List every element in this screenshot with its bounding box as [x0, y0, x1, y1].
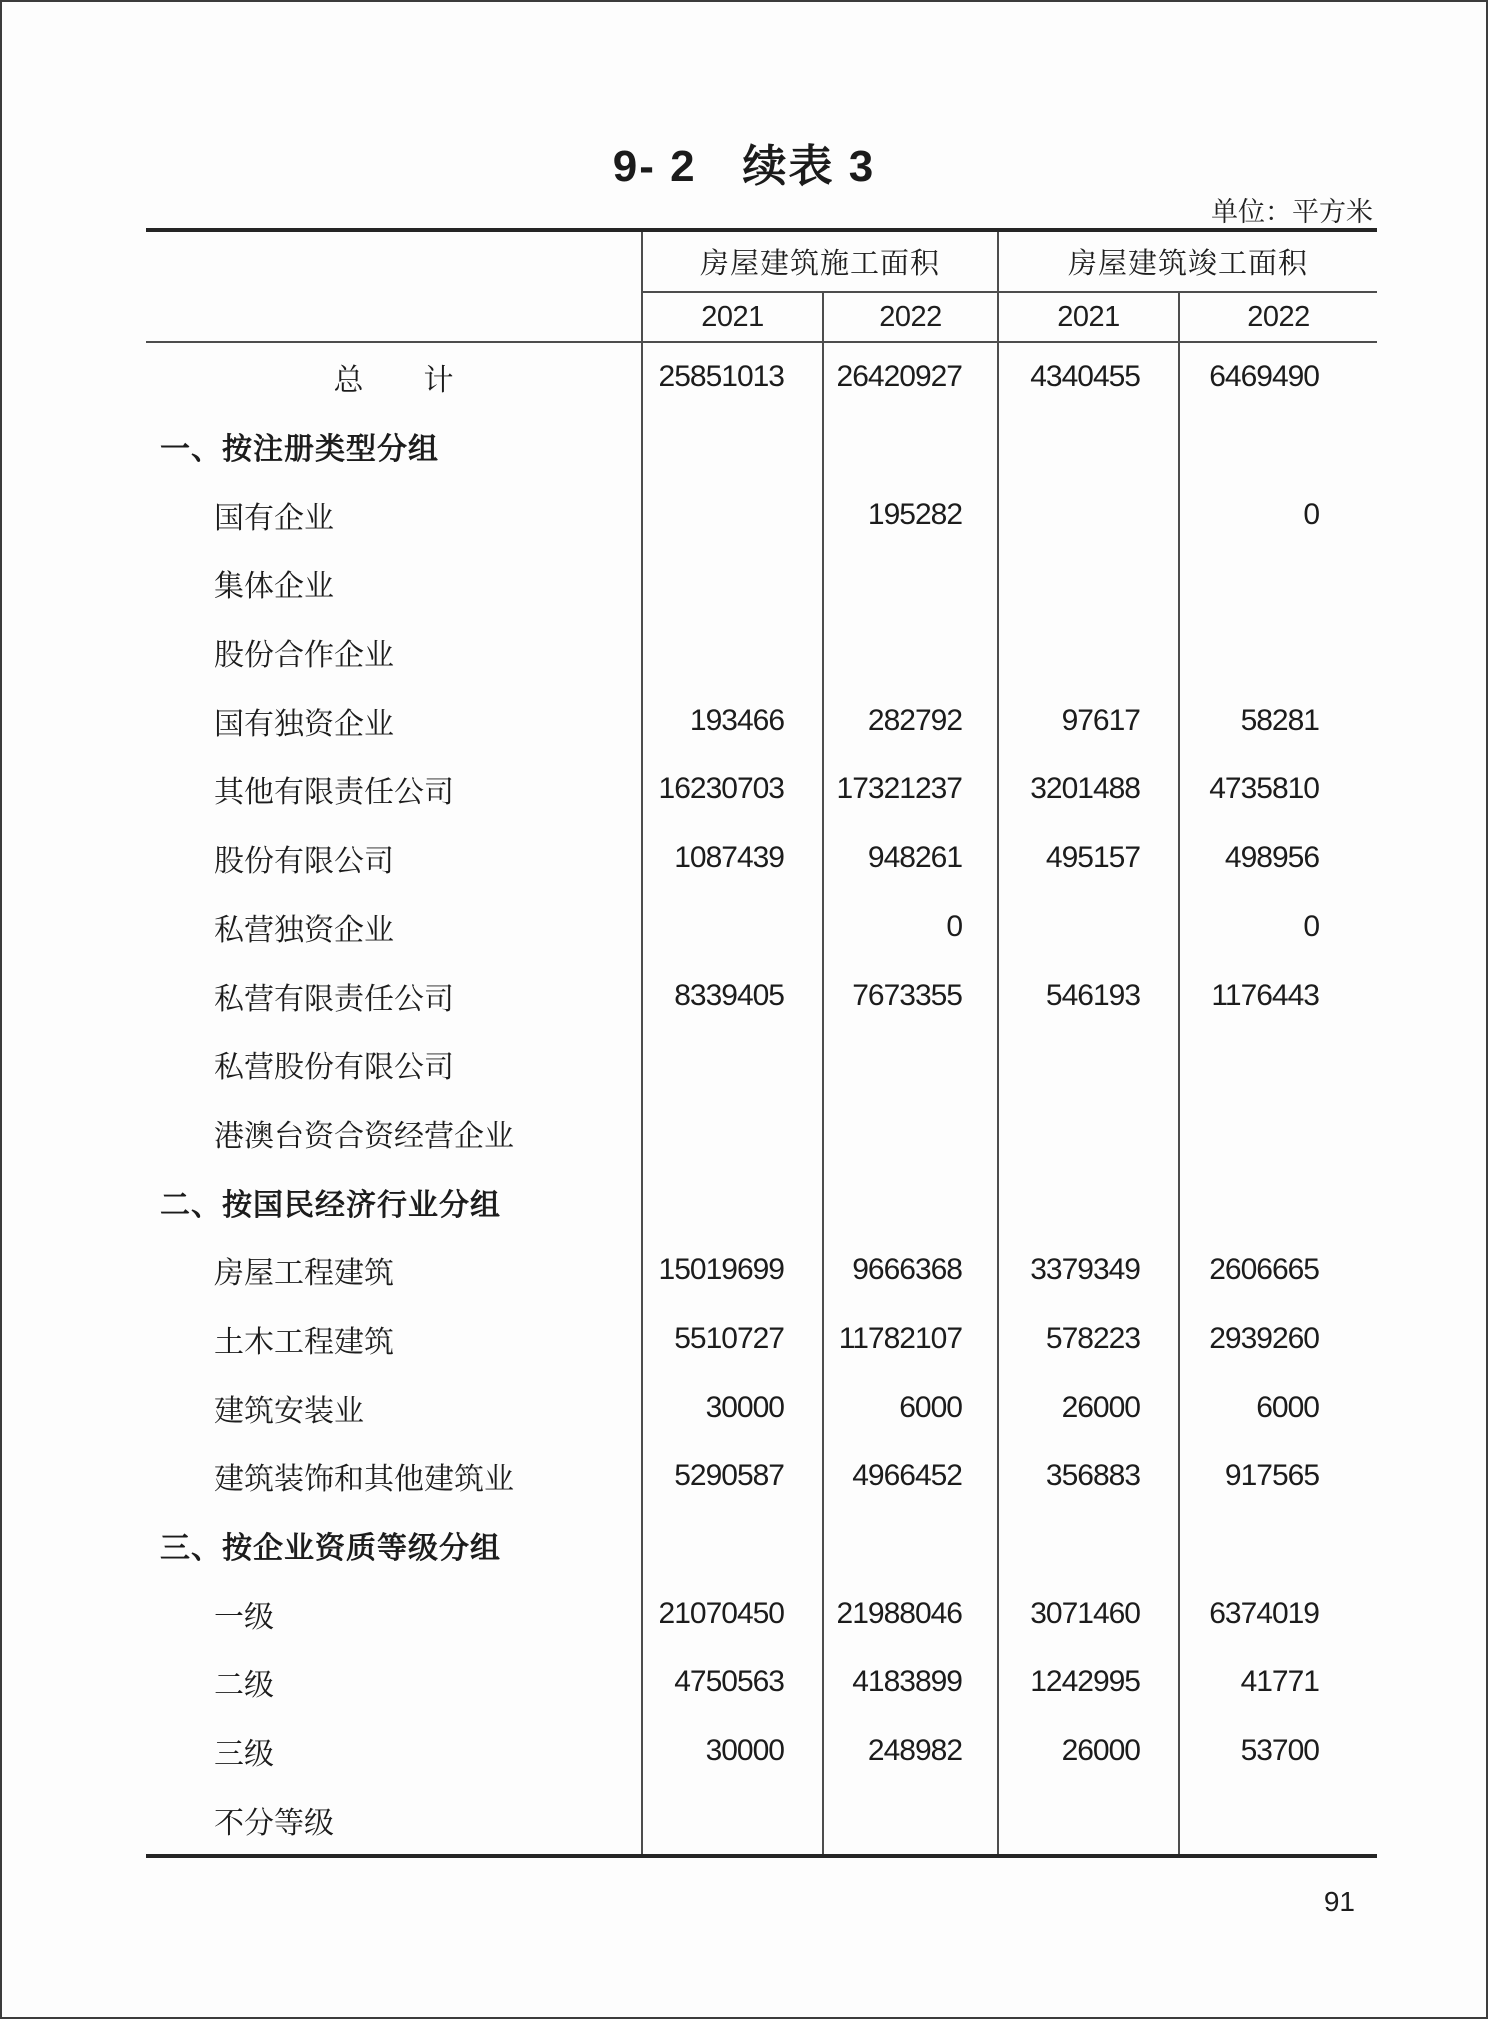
table-row: [146, 412, 1377, 481]
table-row: [146, 1305, 1377, 1374]
value-cell: [641, 1030, 822, 1099]
value-cell: [997, 893, 1178, 962]
value-cell: [822, 618, 997, 687]
table-row: [146, 1442, 1377, 1511]
value-cell: 917565: [1178, 1442, 1377, 1511]
value-cell: [641, 1099, 822, 1168]
year-header-completed-2022: 2022: [1178, 293, 1377, 341]
value-cell: [1178, 618, 1377, 687]
value-cell: 3201488: [997, 755, 1178, 824]
value-cell: [822, 1099, 997, 1168]
value-cell: [641, 480, 822, 549]
page-title: 9- 2 续表 3: [612, 142, 876, 191]
value-cell: [641, 549, 822, 618]
year-header-construction-2021: 2021: [641, 293, 822, 341]
value-cell: [1178, 1099, 1377, 1168]
value-cell: 4340455: [997, 343, 1178, 412]
year-header-construction-2022: 2022: [822, 293, 997, 341]
value-cell: 30000: [641, 1717, 822, 1786]
value-cell: 21070450: [641, 1579, 822, 1648]
header-blank-cell: [146, 232, 641, 293]
stats-table: [146, 228, 1377, 1858]
value-cell: 26000: [997, 1373, 1178, 1442]
value-cell: 195282: [822, 480, 997, 549]
table-header-year-row: [146, 293, 1377, 343]
table-row: [146, 1785, 1377, 1854]
value-cell: 21988046: [822, 1579, 997, 1648]
value-cell: 4183899: [822, 1648, 997, 1717]
value-cell: 498956: [1178, 824, 1377, 893]
value-cell: [822, 549, 997, 618]
value-cell: [1178, 549, 1377, 618]
row-label: 集体企业: [214, 570, 334, 604]
value-cell: [1178, 1030, 1377, 1099]
row-label: 一、按注册类型分组: [160, 433, 439, 467]
value-cell: 495157: [997, 824, 1178, 893]
row-label: 一级: [214, 1600, 274, 1634]
table-row: [146, 549, 1377, 618]
value-cell: 53700: [1178, 1717, 1377, 1786]
table-row: [146, 618, 1377, 687]
value-cell: 4750563: [641, 1648, 822, 1717]
table-body: [146, 343, 1377, 1854]
value-cell: [822, 1785, 997, 1854]
value-cell: [1178, 412, 1377, 481]
column-group-floor-space-completed: 房屋建筑竣工面积: [997, 232, 1377, 293]
table-row: [146, 961, 1377, 1030]
value-cell: 546193: [997, 961, 1178, 1030]
column-group-floor-space-under-construction: 房屋建筑施工面积: [641, 232, 997, 293]
value-cell: 0: [822, 893, 997, 962]
row-label: 房屋工程建筑: [214, 1257, 394, 1291]
row-label: 私营股份有限公司: [214, 1051, 454, 1085]
table-row: [146, 1099, 1377, 1168]
value-cell: 2939260: [1178, 1305, 1377, 1374]
value-cell: 9666368: [822, 1236, 997, 1305]
value-cell: 0: [1178, 480, 1377, 549]
value-cell: [641, 1785, 822, 1854]
value-cell: 30000: [641, 1373, 822, 1442]
value-cell: 5290587: [641, 1442, 822, 1511]
table-row: [146, 1717, 1377, 1786]
value-cell: 356883: [997, 1442, 1178, 1511]
value-cell: 4735810: [1178, 755, 1377, 824]
table-row: [146, 1030, 1377, 1099]
row-label: 土木工程建筑: [214, 1325, 394, 1359]
value-cell: 948261: [822, 824, 997, 893]
value-cell: 1087439: [641, 824, 822, 893]
value-cell: [641, 1167, 822, 1236]
value-cell: [822, 1030, 997, 1099]
table-row: [146, 480, 1377, 549]
value-cell: [997, 549, 1178, 618]
value-cell: [997, 1511, 1178, 1580]
value-cell: 1242995: [997, 1648, 1178, 1717]
value-cell: [641, 412, 822, 481]
table-row: [146, 1648, 1377, 1717]
value-cell: 25851013: [641, 343, 822, 412]
row-label: 三级: [214, 1738, 274, 1772]
table-row: [146, 1167, 1377, 1236]
row-label: 二级: [214, 1669, 274, 1703]
row-label: 三、按企业资质等级分组: [160, 1532, 501, 1566]
row-label: 建筑安装业: [214, 1394, 364, 1428]
value-cell: [1178, 1167, 1377, 1236]
row-label: 二、按国民经济行业分组: [160, 1188, 501, 1222]
value-cell: [997, 480, 1178, 549]
value-cell: 26000: [997, 1717, 1178, 1786]
value-cell: [997, 412, 1178, 481]
table-row: [146, 755, 1377, 824]
value-cell: 3379349: [997, 1236, 1178, 1305]
value-cell: 282792: [822, 686, 997, 755]
value-cell: [997, 1785, 1178, 1854]
table-row: [146, 1236, 1377, 1305]
value-cell: [641, 618, 822, 687]
value-cell: 193466: [641, 686, 822, 755]
row-label: 港澳台资合资经营企业: [214, 1119, 514, 1153]
value-cell: 1176443: [1178, 961, 1377, 1030]
table-row: [146, 1373, 1377, 1442]
row-label: 国有企业: [214, 501, 334, 535]
value-cell: 6000: [1178, 1373, 1377, 1442]
value-cell: 16230703: [641, 755, 822, 824]
row-label: 私营有限责任公司: [214, 982, 454, 1016]
value-cell: 7673355: [822, 961, 997, 1030]
value-cell: [822, 1511, 997, 1580]
value-cell: [997, 1167, 1178, 1236]
value-cell: 5510727: [641, 1305, 822, 1374]
row-label: 股份合作企业: [214, 639, 394, 673]
unit-label: 单位：平方米: [1211, 197, 1373, 227]
value-cell: 248982: [822, 1717, 997, 1786]
table-row: [146, 824, 1377, 893]
value-cell: [822, 1167, 997, 1236]
value-cell: [997, 618, 1178, 687]
table-row: [146, 686, 1377, 755]
value-cell: [822, 412, 997, 481]
value-cell: 578223: [997, 1305, 1178, 1374]
value-cell: 97617: [997, 686, 1178, 755]
row-label: 股份有限公司: [214, 845, 394, 879]
value-cell: [1178, 1785, 1377, 1854]
table-row: [146, 1511, 1377, 1580]
row-label: 其他有限责任公司: [214, 776, 454, 810]
value-cell: 4966452: [822, 1442, 997, 1511]
table-header-group-row: [146, 232, 1377, 293]
value-cell: 58281: [1178, 686, 1377, 755]
value-cell: [997, 1099, 1178, 1168]
value-cell: 6469490: [1178, 343, 1377, 412]
value-cell: 15019699: [641, 1236, 822, 1305]
row-label: 私营独资企业: [214, 913, 394, 947]
value-cell: [1178, 1511, 1377, 1580]
row-label: 建筑装饰和其他建筑业: [214, 1463, 514, 1497]
row-label: 不分等级: [214, 1806, 334, 1840]
page-number: 91: [1323, 1886, 1355, 1917]
row-label: 总 计: [333, 364, 454, 398]
value-cell: 6000: [822, 1373, 997, 1442]
value-cell: [997, 1030, 1178, 1099]
value-cell: 6374019: [1178, 1579, 1377, 1648]
value-cell: 26420927: [822, 343, 997, 412]
value-cell: 3071460: [997, 1579, 1178, 1648]
year-header-completed-2021: 2021: [997, 293, 1178, 341]
value-cell: 41771: [1178, 1648, 1377, 1717]
header-blank-cell: [146, 293, 641, 341]
value-cell: 11782107: [822, 1305, 997, 1374]
table-row: [146, 343, 1377, 412]
value-cell: [641, 893, 822, 962]
table-row: [146, 1579, 1377, 1648]
row-label: 国有独资企业: [214, 707, 394, 741]
value-cell: 2606665: [1178, 1236, 1377, 1305]
value-cell: 17321237: [822, 755, 997, 824]
value-cell: [641, 1511, 822, 1580]
table-row: [146, 893, 1377, 962]
value-cell: 0: [1178, 893, 1377, 962]
value-cell: 8339405: [641, 961, 822, 1030]
